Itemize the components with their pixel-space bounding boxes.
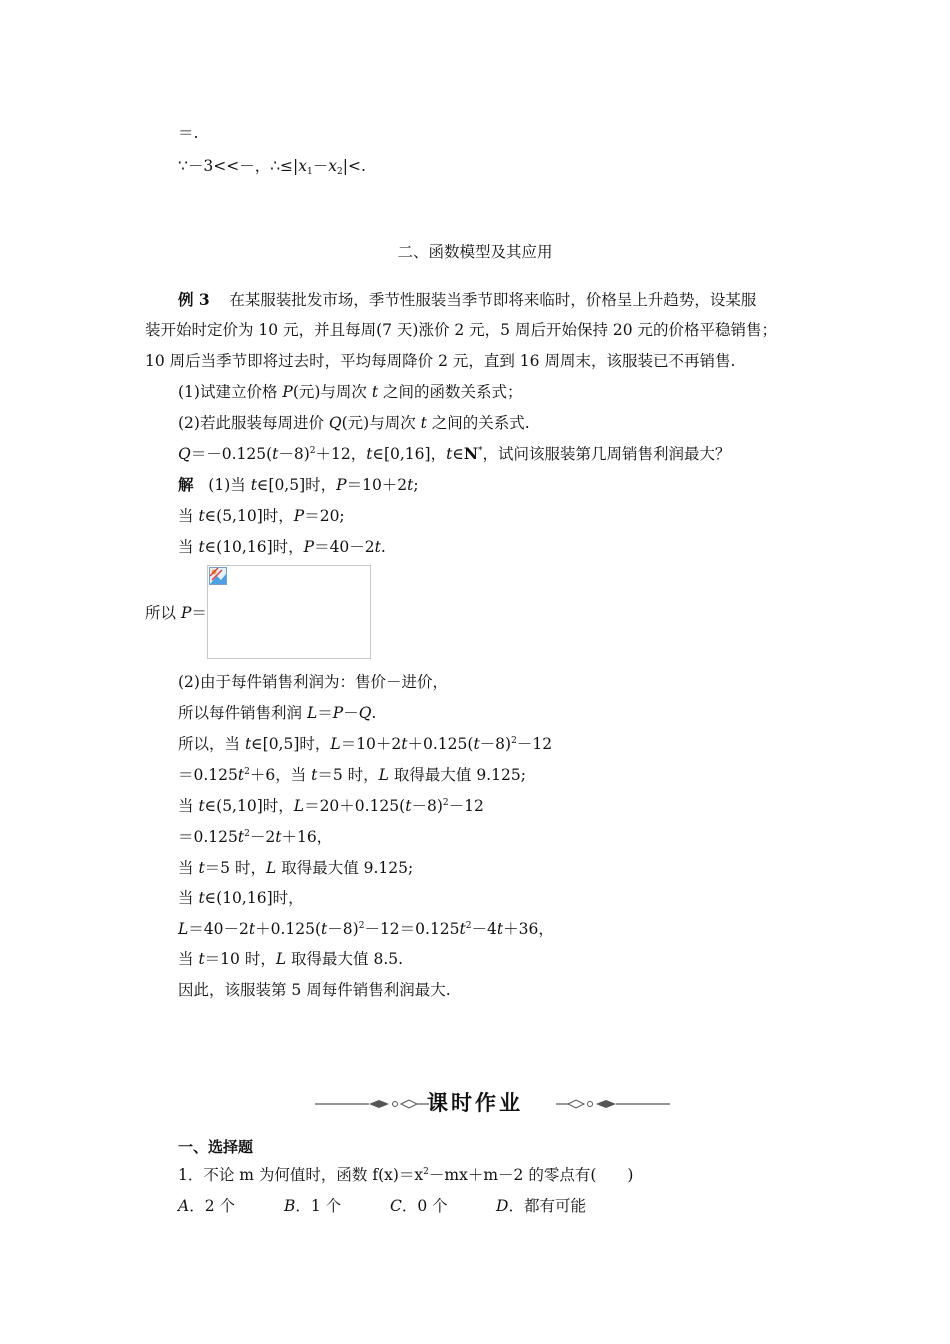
var: t (405, 797, 412, 815)
example-label: 例 3 (178, 290, 210, 309)
solution-label: 解 (178, 475, 194, 494)
example-paragraph-line-3 (145, 351, 735, 371)
text: 因此，该服装第 5 周每件销售利润最大. (178, 981, 451, 999)
example-question-1 (178, 382, 523, 402)
example-text: 装开始时定价为 10 元，并且每周(7 天)涨价 2 元，5 周后开始保持 20 元的价格平稳销售； (145, 321, 778, 339)
option-label: B (284, 1197, 296, 1215)
var: P (303, 538, 315, 556)
var: t (198, 538, 205, 556)
solution-line-13 (178, 919, 554, 939)
var: t (244, 735, 252, 753)
example-question-2 (178, 413, 530, 433)
var: t (248, 920, 256, 938)
solution-line-14 (178, 949, 403, 969)
fragment-text: ∵－3<<－，∴≤| (178, 157, 299, 175)
var: L (293, 797, 305, 815)
text: ＝40－2 (314, 538, 375, 556)
text: 所以 (145, 604, 181, 622)
text: ＝－0.125( (190, 445, 273, 463)
text: －8) (411, 797, 443, 815)
text: (元)与周次 (341, 414, 421, 432)
sup: 2 (358, 921, 365, 931)
var: P (180, 604, 192, 622)
piecewise-formula-image (207, 565, 371, 659)
var: t (401, 735, 408, 753)
solution-line-2 (178, 506, 345, 526)
text: －mx＋m－2 的零点有( ) (428, 1166, 634, 1184)
var: t (275, 828, 282, 846)
text: ＝0.125 (178, 766, 238, 784)
option-label: C (390, 1197, 402, 1215)
var: L (378, 766, 389, 784)
text: － (343, 704, 359, 722)
homework-banner-title: 课时作业 (427, 1091, 523, 1115)
text: ＋16， (281, 828, 333, 846)
text: (1)当 (208, 476, 251, 494)
solution-line-5 (178, 672, 448, 692)
homework-part-heading: 一、选择题 (178, 1138, 254, 1156)
text: 取得最大值 9.125; (276, 859, 414, 877)
text: 当 (178, 507, 199, 525)
text: ，试问该服装第几周销售利润最大？ (482, 445, 731, 463)
text: ＋12， (315, 445, 367, 463)
text: －2 (249, 828, 276, 846)
solution-line-8 (178, 765, 526, 785)
var: t (321, 920, 328, 938)
text: ＋6，当 (249, 766, 312, 784)
var: t (496, 920, 504, 938)
solution-line-3 (178, 537, 386, 557)
section-title: 二、函数模型及其应用 (397, 243, 553, 261)
text: ; (413, 476, 419, 494)
text: ∈(10,16]时， (204, 538, 304, 556)
var: t (198, 889, 205, 907)
text: (1)试建立价格 (178, 383, 283, 401)
var: t (473, 735, 480, 753)
text: ∈[0,5]时， (251, 735, 331, 753)
solution-line-12 (178, 888, 304, 908)
text: －12＝0.125 (364, 920, 460, 938)
text: (元)与周次 (292, 383, 372, 401)
var: P (336, 476, 347, 494)
fragment-line-2 (178, 156, 366, 176)
solution-line-9 (178, 796, 484, 816)
option-c[interactable] (390, 1196, 496, 1216)
fragment-var: x (298, 157, 308, 175)
text: 当 (178, 859, 199, 877)
text: ＝10 时， (204, 950, 276, 968)
text: ∈(5,10]时， (204, 507, 294, 525)
text: 当 (178, 797, 199, 815)
fragment-text: |<. (342, 157, 366, 175)
text: ＝5 时， (317, 766, 379, 784)
sup: 2 (423, 1167, 429, 1177)
homework-options (178, 1196, 586, 1216)
text: ＝10＋2 (346, 476, 408, 494)
text: ∈(10,16]时， (204, 889, 304, 907)
var: t (366, 445, 373, 463)
var: t (459, 920, 466, 938)
text: ∈(5,10]时， (204, 797, 294, 815)
solution-line-7 (178, 734, 552, 754)
text: 当 (178, 538, 199, 556)
text: ＝ (191, 604, 207, 622)
option-d[interactable] (496, 1196, 586, 1216)
text: －8) (278, 445, 310, 463)
var: t (198, 859, 205, 877)
solution-conclusion (178, 980, 451, 1000)
var: Q (358, 704, 372, 722)
sup: 2 (244, 829, 250, 839)
var: t (446, 445, 453, 463)
option-b[interactable] (284, 1196, 390, 1216)
text: ＝10＋2 (340, 735, 402, 753)
solution-piecewise-label (145, 603, 207, 623)
text: 之间的函数关系式； (378, 383, 523, 401)
sup: * (477, 446, 483, 456)
text: 所以，当 (178, 735, 245, 753)
solution-line-11 (178, 858, 413, 878)
text: 1．不论 m 为何值时，函数 f(x)＝x (178, 1166, 424, 1184)
sup: 2 (244, 767, 250, 777)
text: ∈[0,16]， (372, 445, 447, 463)
text: (2)若此服装每周进价 (178, 414, 329, 432)
text: ＝0.125 (178, 828, 238, 846)
fragment-text: － (312, 157, 329, 175)
var: t (371, 383, 379, 401)
text: －12 (516, 735, 553, 753)
text: ＋0.125( (407, 735, 474, 753)
var: L (330, 735, 341, 753)
text: 所以每件销售利润 (178, 704, 307, 722)
text: －8) (479, 735, 512, 753)
fragment-text: ＝. (178, 124, 199, 142)
fragment-var: x (328, 157, 338, 175)
var: L (275, 950, 287, 968)
homework-question-1 (178, 1165, 633, 1185)
text: 取得最大值 8.5. (286, 950, 404, 968)
var: t (374, 538, 381, 556)
var: L (178, 920, 189, 938)
text: －8) (327, 920, 359, 938)
example-text: 在某服装批发市场，季节性服装当季节即将来临时，价格呈上升趋势，设某服 (229, 291, 757, 309)
text: . (380, 538, 386, 556)
option-a[interactable] (178, 1196, 284, 1216)
sup: 2 (309, 446, 316, 456)
text: ＝ (317, 704, 333, 722)
option-text: ．0 个 (401, 1197, 448, 1215)
text: ∈[0,5]时， (256, 476, 337, 494)
option-text: ．都有可能 (508, 1197, 586, 1215)
var: Q (328, 414, 342, 432)
text: ＋36， (503, 920, 554, 938)
var: t (407, 476, 414, 494)
sup: 2 (465, 921, 472, 931)
broken-image-icon (209, 567, 227, 585)
text: ＝20; (304, 507, 345, 525)
var: t (311, 766, 318, 784)
fragment-sub: 1 (307, 167, 313, 177)
var: t (250, 476, 257, 494)
var: t (198, 797, 205, 815)
text: 取得最大值 9.125; (388, 766, 526, 784)
option-text: ．2 个 (189, 1197, 235, 1215)
text: ∈ (452, 445, 464, 463)
solution-line-6 (178, 703, 376, 723)
text: －12 (448, 797, 484, 815)
text: －4 (471, 920, 497, 938)
var: L (306, 704, 318, 722)
example-question-formula (178, 444, 731, 464)
option-label: A (178, 1197, 190, 1215)
text: ＝20＋0.125( (304, 797, 406, 815)
sup: 2 (442, 798, 449, 808)
var: t (272, 445, 279, 463)
fragment-line-1 (178, 123, 198, 143)
var: L (265, 859, 277, 877)
text: ＋0.125( (255, 920, 322, 938)
solution-line-10 (178, 827, 332, 847)
var: Q (178, 445, 191, 463)
option-label: D (496, 1197, 509, 1215)
sup: 2 (511, 736, 517, 746)
example-paragraph-line-1 (178, 290, 756, 310)
text: 当 (178, 889, 199, 907)
fragment-sub: 2 (337, 167, 343, 177)
var: t (237, 828, 245, 846)
var: t (237, 766, 245, 784)
text: 之间的关系式. (426, 414, 530, 432)
var: P (293, 507, 305, 525)
var: t (420, 414, 427, 432)
var: t (198, 507, 205, 525)
example-paragraph-line-2 (145, 320, 777, 340)
option-text: ．1 个 (295, 1197, 342, 1215)
example-text: 10 周后当季节即将过去时，平均每周降价 2 元，直到 16 周周末，该服装已不再销售. (145, 352, 736, 370)
text: ＝5 时， (204, 859, 266, 877)
text: ＝40－2 (188, 920, 249, 938)
var: t (198, 950, 205, 968)
solution-line-1 (178, 475, 419, 495)
text: 当 (178, 950, 199, 968)
var: P (282, 383, 293, 401)
text: . (371, 704, 377, 722)
var: P (332, 704, 344, 722)
set-symbol: N (463, 444, 478, 463)
text: (2)由于每件销售利润为：售价－进价， (178, 673, 448, 691)
